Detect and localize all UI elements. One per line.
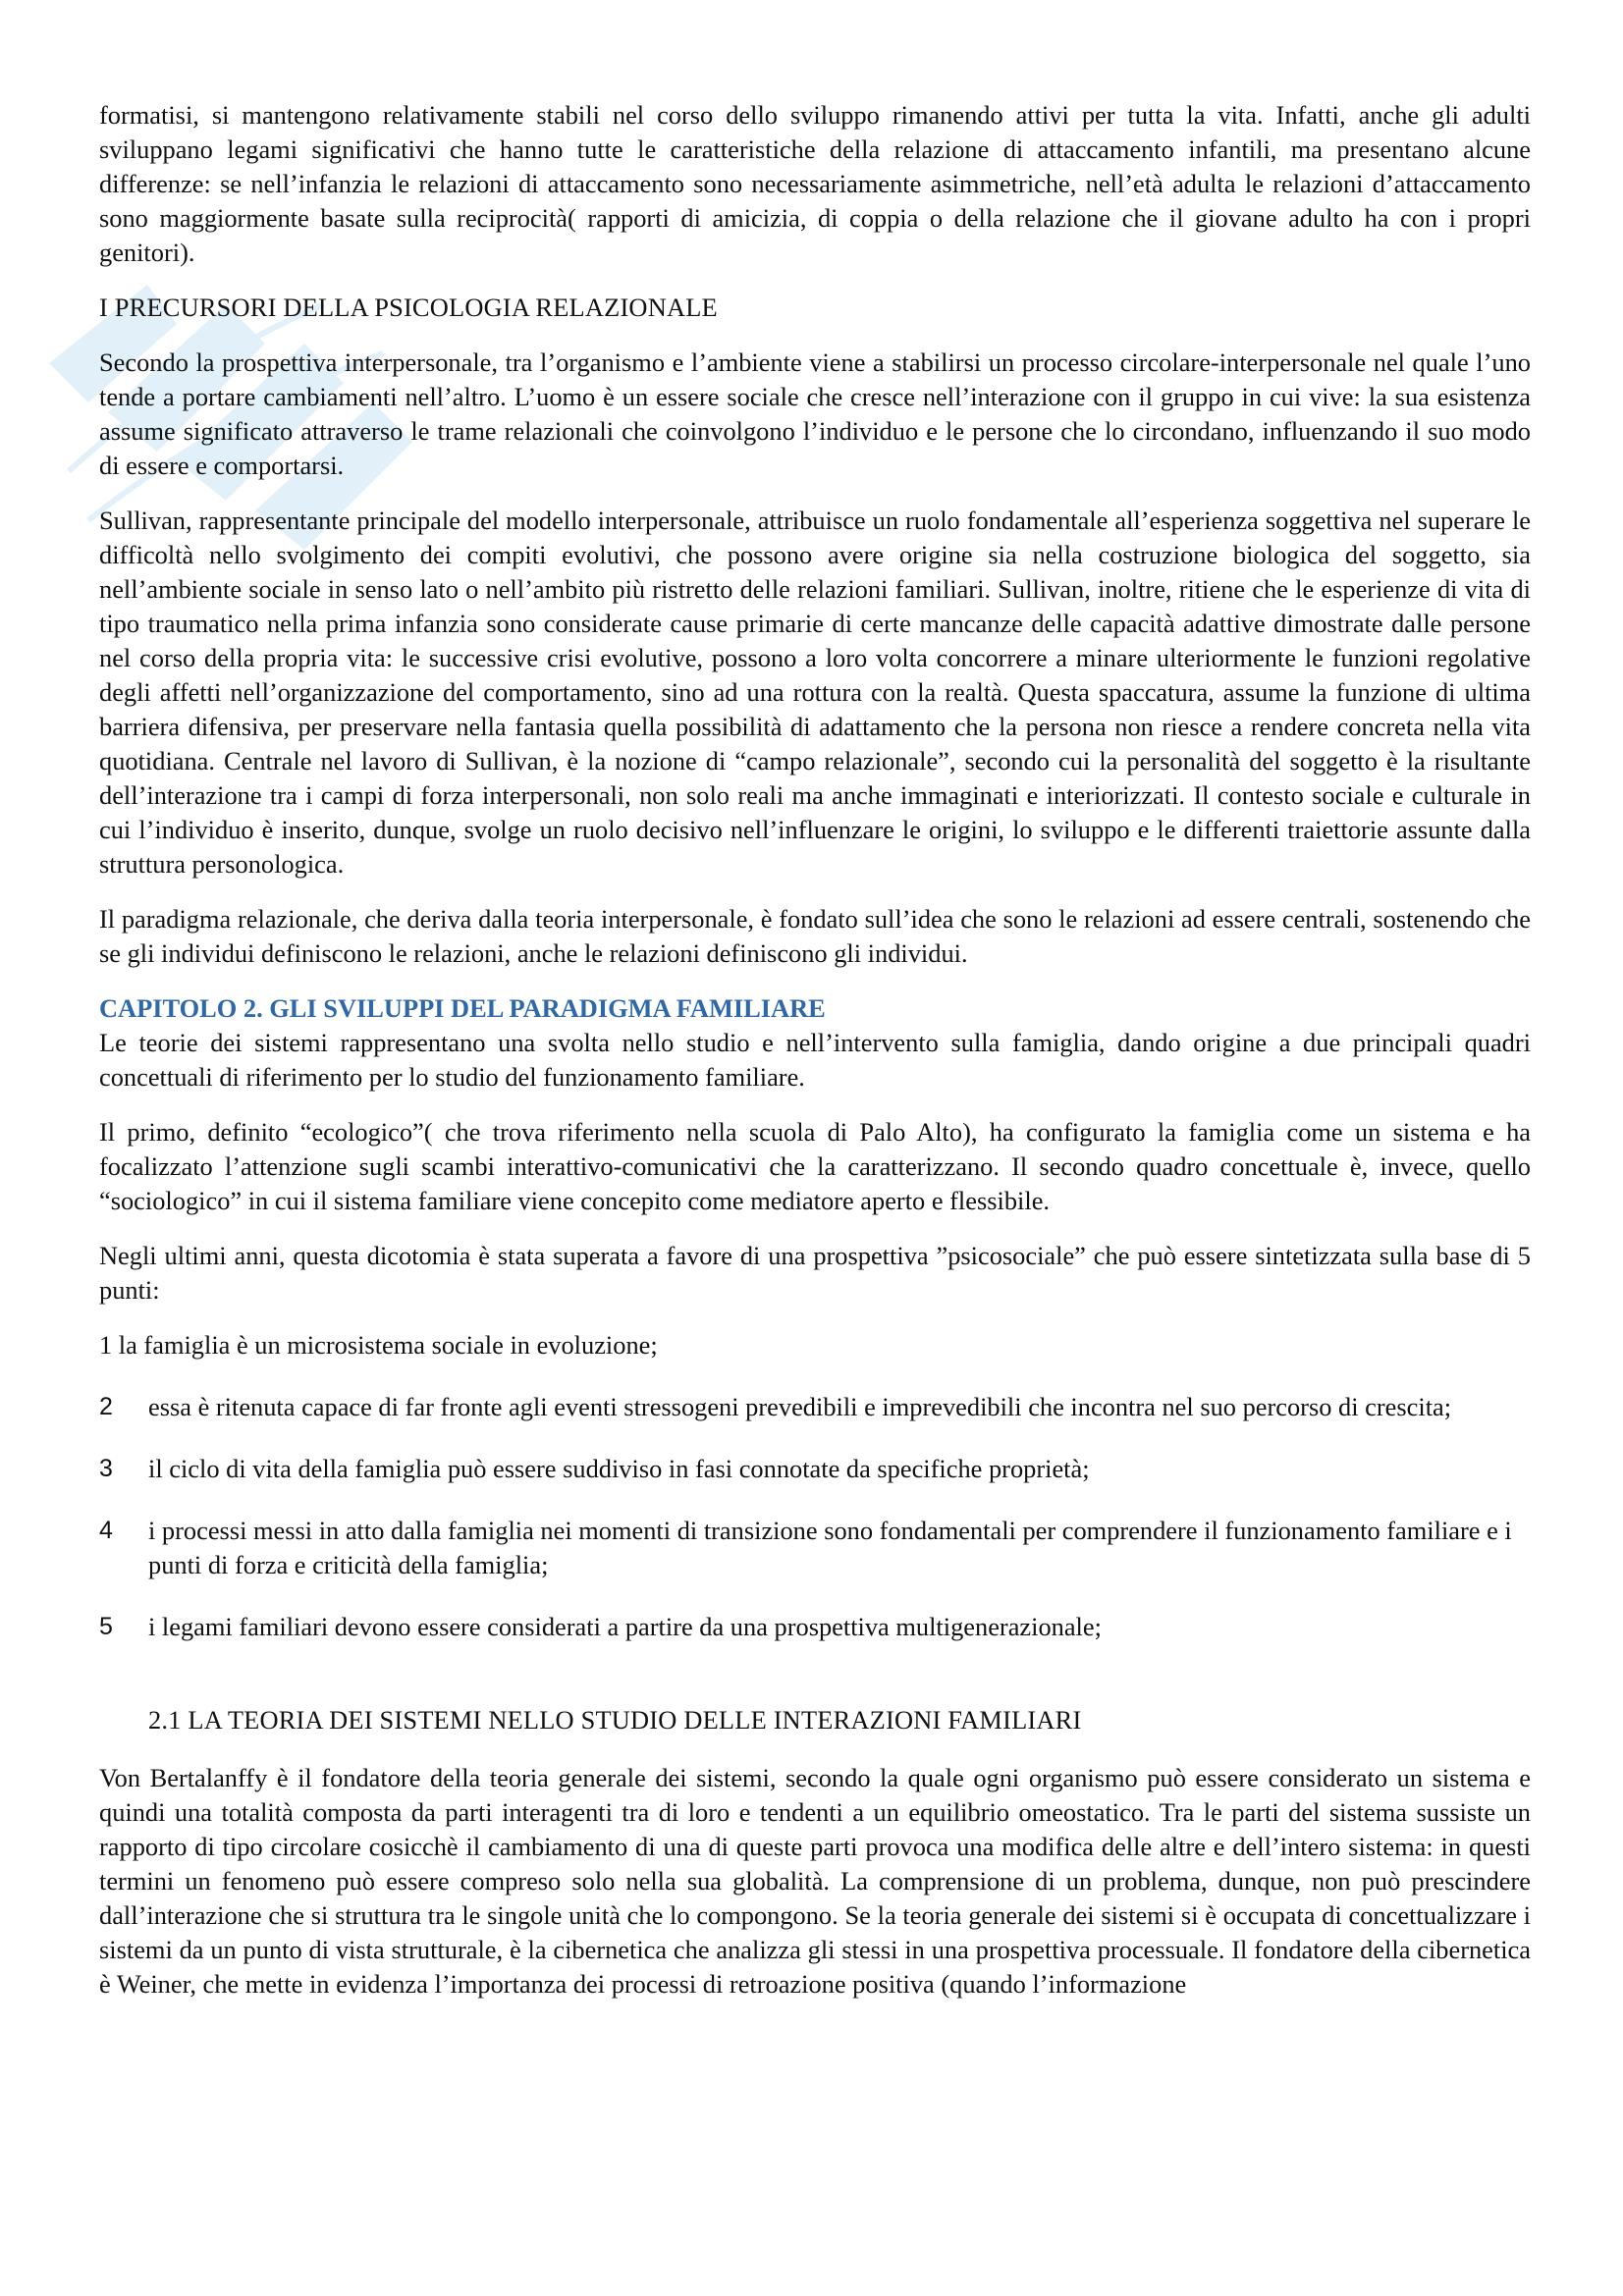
- list-item: [99, 1610, 1531, 1644]
- subsection-heading: 2.1 LA TEORIA DEI SISTEMI NELLO STUDIO DELLE INTERAZIONI FAMILIARI: [148, 1705, 1082, 1735]
- list-item: [99, 1514, 1531, 1582]
- list-item: [99, 1390, 1531, 1424]
- chapter-heading: CAPITOLO 2. GLI SVILUPPI DEL PARADIGMA FAMILIARE: [99, 993, 826, 1023]
- section-heading: I PRECURSORI DELLA PSICOLOGIA RELAZIONALE: [99, 293, 718, 322]
- list-item: [99, 1452, 1531, 1486]
- list-item-text: i legami familiari devono essere considerati a partire da una prospettiva multigenerazionale;: [148, 1612, 1102, 1641]
- chapter-paragraph-1: Le teorie dei sistemi rappresentano una svolta nello studio e nell’intervento sulla famiglia, dando origine a due principali quadri concettuali di riferimento per lo studio del funzionamento familiare.: [99, 1028, 1531, 1092]
- list-item-number: 5: [99, 1613, 113, 1640]
- chapter-paragraph-3: Negli ultimi anni, questa dicotomia è stata superata a favore di una prospettiva ”psicosociale” che può essere sintetizzata sulla base di 5 punti:: [99, 1241, 1531, 1305]
- subsection-paragraph: Von Bertalanffy è il fondatore della teoria generale dei sistemi, secondo la quale ogni organismo può essere considerato un sistema e quindi una totalità composta da parti interagenti tra di loro e tendenti a un equilibrio omeostatico. Tra le parti del sistema sussiste un rapporto di tipo circolare cosicchè il cambiamento di una di queste parti provoca una modifica delle altre e dell’intero sistema: in questi termini un fenomeno può essere compreso solo nella sua globalità. La comprensione di un problema, dunque, non può prescindere dall’interazione che si struttura tra le singole unità che lo compongono. Se la teoria generale dei sistemi si è occupata di concettualizzare i sistemi da un punto di vista strutturale, è la cibernetica che analizza gli stessi in una prospettiva processuale. Il fondatore della cibernetica è Weiner, che mette in evidenza l’importanza dei processi di retroazione positiva (quando l’informazione: [99, 1763, 1531, 1999]
- list-item-number: 4: [99, 1517, 113, 1544]
- list-item-text: essa è ritenuta capace di far fronte agli eventi stressogeni prevedibili e imprevedibili che incontra nel suo percorso di crescita;: [148, 1392, 1452, 1421]
- points-list: [99, 1390, 1531, 1644]
- list-item-number: 2: [99, 1393, 113, 1420]
- list-item-1: 1 la famiglia è un microsistema sociale in evoluzione;: [99, 1330, 658, 1360]
- section-paragraph-1: Secondo la prospettiva interpersonale, tra l’organismo e l’ambiente viene a stabilirsi un processo circolare-interpersonale nel quale l’uno tende a portare cambiamenti nell’altro. L’uomo è un essere sociale che cresce nell’interazione con il gruppo in cui vive: la sua esistenza assume significato attraverso le trame relazionali che coinvolgono l’individuo e le persone che lo circondano, influenzando il suo modo di essere e comportarsi.: [99, 347, 1531, 480]
- intro-paragraph: formatisi, si mantengono relativamente stabili nel corso dello sviluppo rimanendo attivi per tutta la vita. Infatti, anche gli adulti sviluppano legami significativi che hanno tutte le caratteristiche della relazione di attaccamento infantili, ma presentano alcune differenze: se nell’infanzia le relazioni di attaccamento sono necessariamente asimmetriche, nell’età adulta le relazioni d’attaccamento sono maggiormente basate sulla reciprocità( rapporti di amicizia, di coppia o della relazione che il giovane adulto ha con i propri genitori).: [99, 100, 1531, 267]
- section-paragraph-2: Sullivan, rappresentante principale del modello interpersonale, attribuisce un ruolo fondamentale all’esperienza soggettiva nel superare le difficoltà nello svolgimento dei compiti evolutivi, che possono avere origine sia nella costruzione biologica del soggetto, sia nell’ambiente sociale in senso lato o nell’ambito più ristretto delle relazioni familiari. Sullivan, inoltre, ritiene che le esperienze di vita di tipo traumatico nella prima infanzia sono considerate cause primarie di certe mancanze delle capacità adattive dimostrate dalle persone nel corso della propria vita: le successive crisi evolutive, possono a loro volta concorrere a minare ulteriormente le funzioni regolative degli affetti nell’organizzazione del comportamento, sino ad una rottura con la realtà. Questa spaccatura, assume la funzione di ultima barriera difensiva, per preservare nella fantasia quella possibilità di adattamento che la persona non riesce a rendere concreta nella vita quotidiana. Centrale nel lavoro di Sullivan, è la nozione di “campo relazionale”, secondo cui la personalità del soggetto è la risultante dell’interazione tra i campi di forza interpersonali, non solo reali ma anche immaginati e interiorizzati. Il contesto sociale e culturale in cui l’individuo è inserito, dunque, svolge un ruolo decisivo nell’influenzare le origini, lo sviluppo e le differenti traiettorie assunte dalla struttura personologica.: [99, 506, 1531, 879]
- document-body: [99, 98, 1531, 2022]
- list-item-number: 3: [99, 1455, 113, 1482]
- list-item-text: il ciclo di vita della famiglia può essere suddiviso in fasi connotate da specifiche proprietà;: [148, 1454, 1090, 1483]
- section-paragraph-3: Il paradigma relazionale, che deriva dalla teoria interpersonale, è fondato sull’idea che sono le relazioni ad essere centrali, sostenendo che se gli individui definiscono le relazioni, anche le relazioni definiscono gli individui.: [99, 904, 1531, 968]
- list-item-text: i processi messi in atto dalla famiglia nei momenti di transizione sono fondamentali per comprendere il funzionamento familiare e i punti di forza e criticità della famiglia;: [148, 1516, 1512, 1579]
- chapter-paragraph-2: Il primo, definito “ecologico”( che trova riferimento nella scuola di Palo Alto), ha configurato la famiglia come un sistema e ha focalizzato l’attenzione sugli scambi interattivo-comunicativi che la caratterizzano. Il secondo quadro concettuale è, invece, quello “sociologico” in cui il sistema familiare viene concepito come mediatore aperto e flessibile.: [99, 1117, 1531, 1215]
